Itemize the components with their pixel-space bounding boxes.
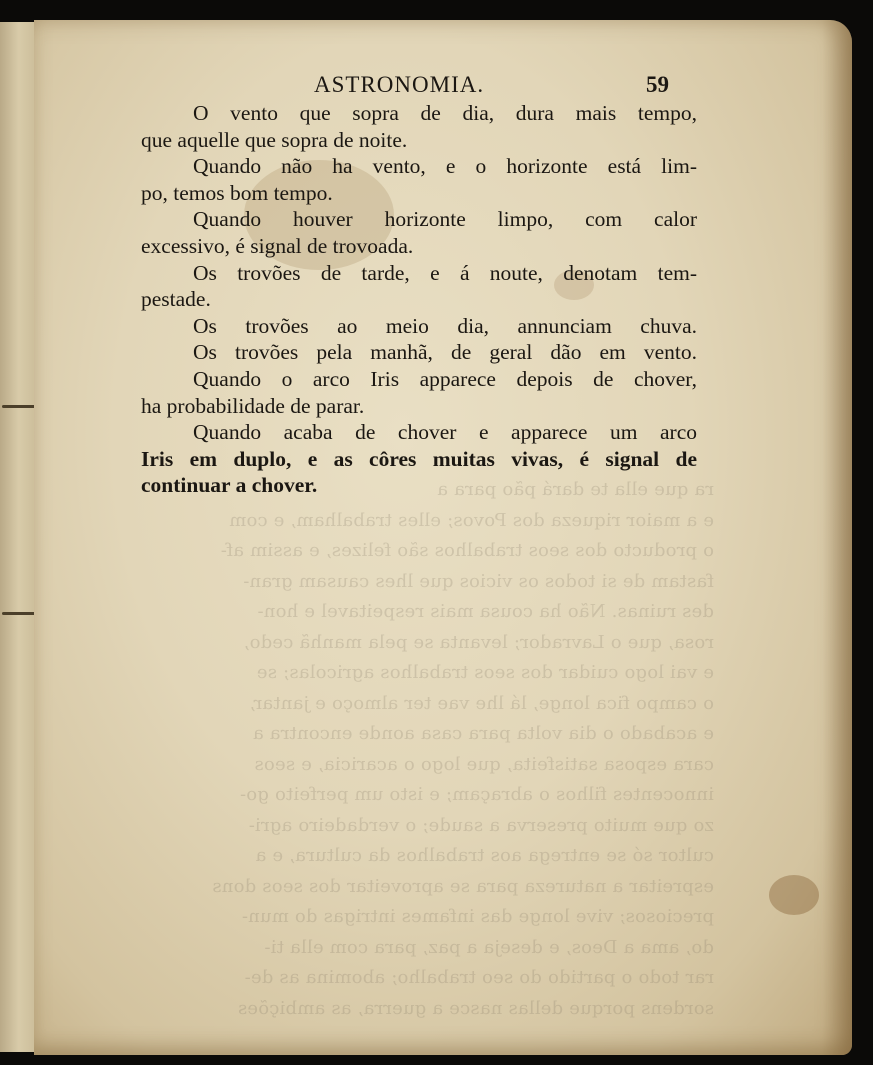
page-body-text [141,100,697,499]
text-line: Os trovões pela manhã, de geral dão em vento. [193,340,697,365]
text-line: continuar a chover. [141,473,318,498]
text-line: Os trovões de tarde, e á noute, denotam tem- [193,260,697,285]
text-line: O vento que sopra de dia, dura mais tempo, [193,101,697,125]
text-line: ha probabilidade de parar. [141,393,365,418]
text-line: Quando acaba de chover e apparece um arco [193,420,697,445]
page-number: 59 [646,72,669,97]
page-edge-shadow [822,20,852,1055]
text-line: excessivo, é signal de trovoada. [141,233,414,258]
show-through-text: ra que ella te dará pão para a e a maior riqueza dos Povos; elles trabalham, e com o producto dos seos trabalhos são felizes, e assim af- fastam de si todos os vicios que lhes causam gran- des ruinas. Não ha cousa mais respeitavel e hon- rosa, que o Lavrador; levanta se pela manhã cedo, e vai logo cuidar dos seos trabalhos agricolas; se o campo fica longe, lá lhe vae ter almoço e jantar, e acabado o dia volta para casa aonde encontra a cara esposa satisfeita, que logo o acaricia, e seos innocentes filhos o abraçam; e isto um perfeito go- zo que muito preserva a saude; o verdadeiro agri- cultor só se entrega aos trabalhos da cultura, e a espreitar a natureza para se aproveitar dos seos dons preciosos; vive longe das infames intrigas do mun- do, ama a Deos, e deseja a paz, para com ella ti- rar todo o partido do seo trabalho; abomina as de- sordens porque dellas nasce a guerra, as ambições [212,479,714,1019]
running-head: ASTRONOMIA. [314,72,485,97]
facing-page-edge [0,22,36,1052]
text-line: po, temos bom tempo. [141,180,333,205]
paper-stain [769,875,819,915]
page-sheet [34,20,852,1055]
text-line: Quando houver horizonte limpo, com calor [193,207,697,232]
text-line: que aquelle que sopra de noite. [141,127,408,152]
text-line: Quando o arco Iris apparece depois de chover, [193,366,697,391]
text-line: Os trovões ao meio dia, annunciam chuva. [193,313,697,338]
text-line: pestade. [141,287,211,312]
text-line: Iris em duplo, e as côres muitas vivas, é signal de [141,446,697,471]
text-line: Quando não ha vento, e o horizonte está lim- [193,154,697,179]
